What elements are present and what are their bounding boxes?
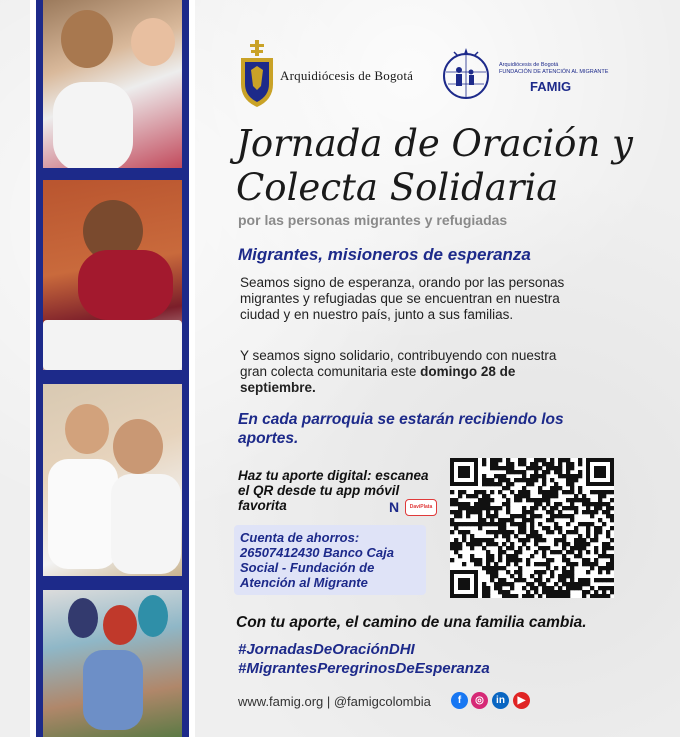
photo-strip <box>30 0 195 737</box>
title-line-1: Jornada de Oración y <box>236 122 633 165</box>
tagline: Migrantes, misioneros de esperanza <box>238 245 531 264</box>
nequi-logo-icon: N <box>389 499 400 515</box>
donation-qr-code[interactable] <box>450 458 614 598</box>
closing-message: Con tu aporte, el camino de una familia cambia. <box>236 614 587 631</box>
paragraph-hope: Seamos signo de esperanza, orando por las personas migrantes y refugiadas que se encuentran en nuestra ciudad y en nuestro país, junto a sus familias. <box>240 275 565 322</box>
famig-name: FAMIG <box>530 79 572 94</box>
title-line-2: Colecta Solidaria <box>236 166 559 209</box>
photo-father-and-daughter <box>43 0 182 168</box>
famig-logo-icon <box>440 46 492 102</box>
digital-donation-text: Haz tu aporte digital: escanea el QR desde tu app móvil favorita <box>238 468 429 513</box>
archdiocese-shield-icon <box>239 40 275 108</box>
archdiocese-name: Arquidiócesis de Bogotá <box>280 68 414 83</box>
collection-date: domingo 28 de septiembre. <box>240 364 516 395</box>
strip-edge-left <box>30 0 36 737</box>
parish-notice: En cada parroquia se estarán recibiendo los aportes. <box>238 411 564 447</box>
linkedin-icon[interactable]: in <box>492 692 509 709</box>
instagram-icon[interactable]: ◎ <box>471 692 488 709</box>
photo-families-in-room <box>43 590 182 737</box>
hashtag-jornadas[interactable]: #JornadasDeOraciónDHI <box>238 641 415 658</box>
facebook-icon[interactable]: f <box>451 692 468 709</box>
paragraph-solidarity <box>240 348 585 396</box>
photo-girl-drawing <box>43 180 182 370</box>
footer-web-and-handle[interactable]: www.famig.org | @famigcolombia <box>238 694 431 709</box>
famig-small-line2: FUNDACIÓN DE ATENCIÓN AL MIGRANTE <box>499 69 609 75</box>
famig-small-line1: Arquidiócesis de Bogotá <box>499 62 559 68</box>
famig-subtitle <box>499 62 609 76</box>
daviplata-logo-icon: DaviPlata <box>405 499 437 516</box>
title-subtitle: por las personas migrantes y refugiadas <box>238 212 508 228</box>
photo-mother-and-son <box>43 384 182 576</box>
strip-edge-right <box>189 0 195 737</box>
savings-account-info: Cuenta de ahorros: 26507412430 Banco Caja Social - Fundación de Atención al Migrante <box>240 530 394 590</box>
paragraph-solidarity-text: Y seamos signo solidario, contribuyendo con nuestra gran colecta comunitaria este <box>240 348 557 379</box>
youtube-icon[interactable]: ▶ <box>513 692 530 709</box>
hashtag-migrantes[interactable]: #MigrantesPeregrinosDeEsperanza <box>238 660 490 677</box>
